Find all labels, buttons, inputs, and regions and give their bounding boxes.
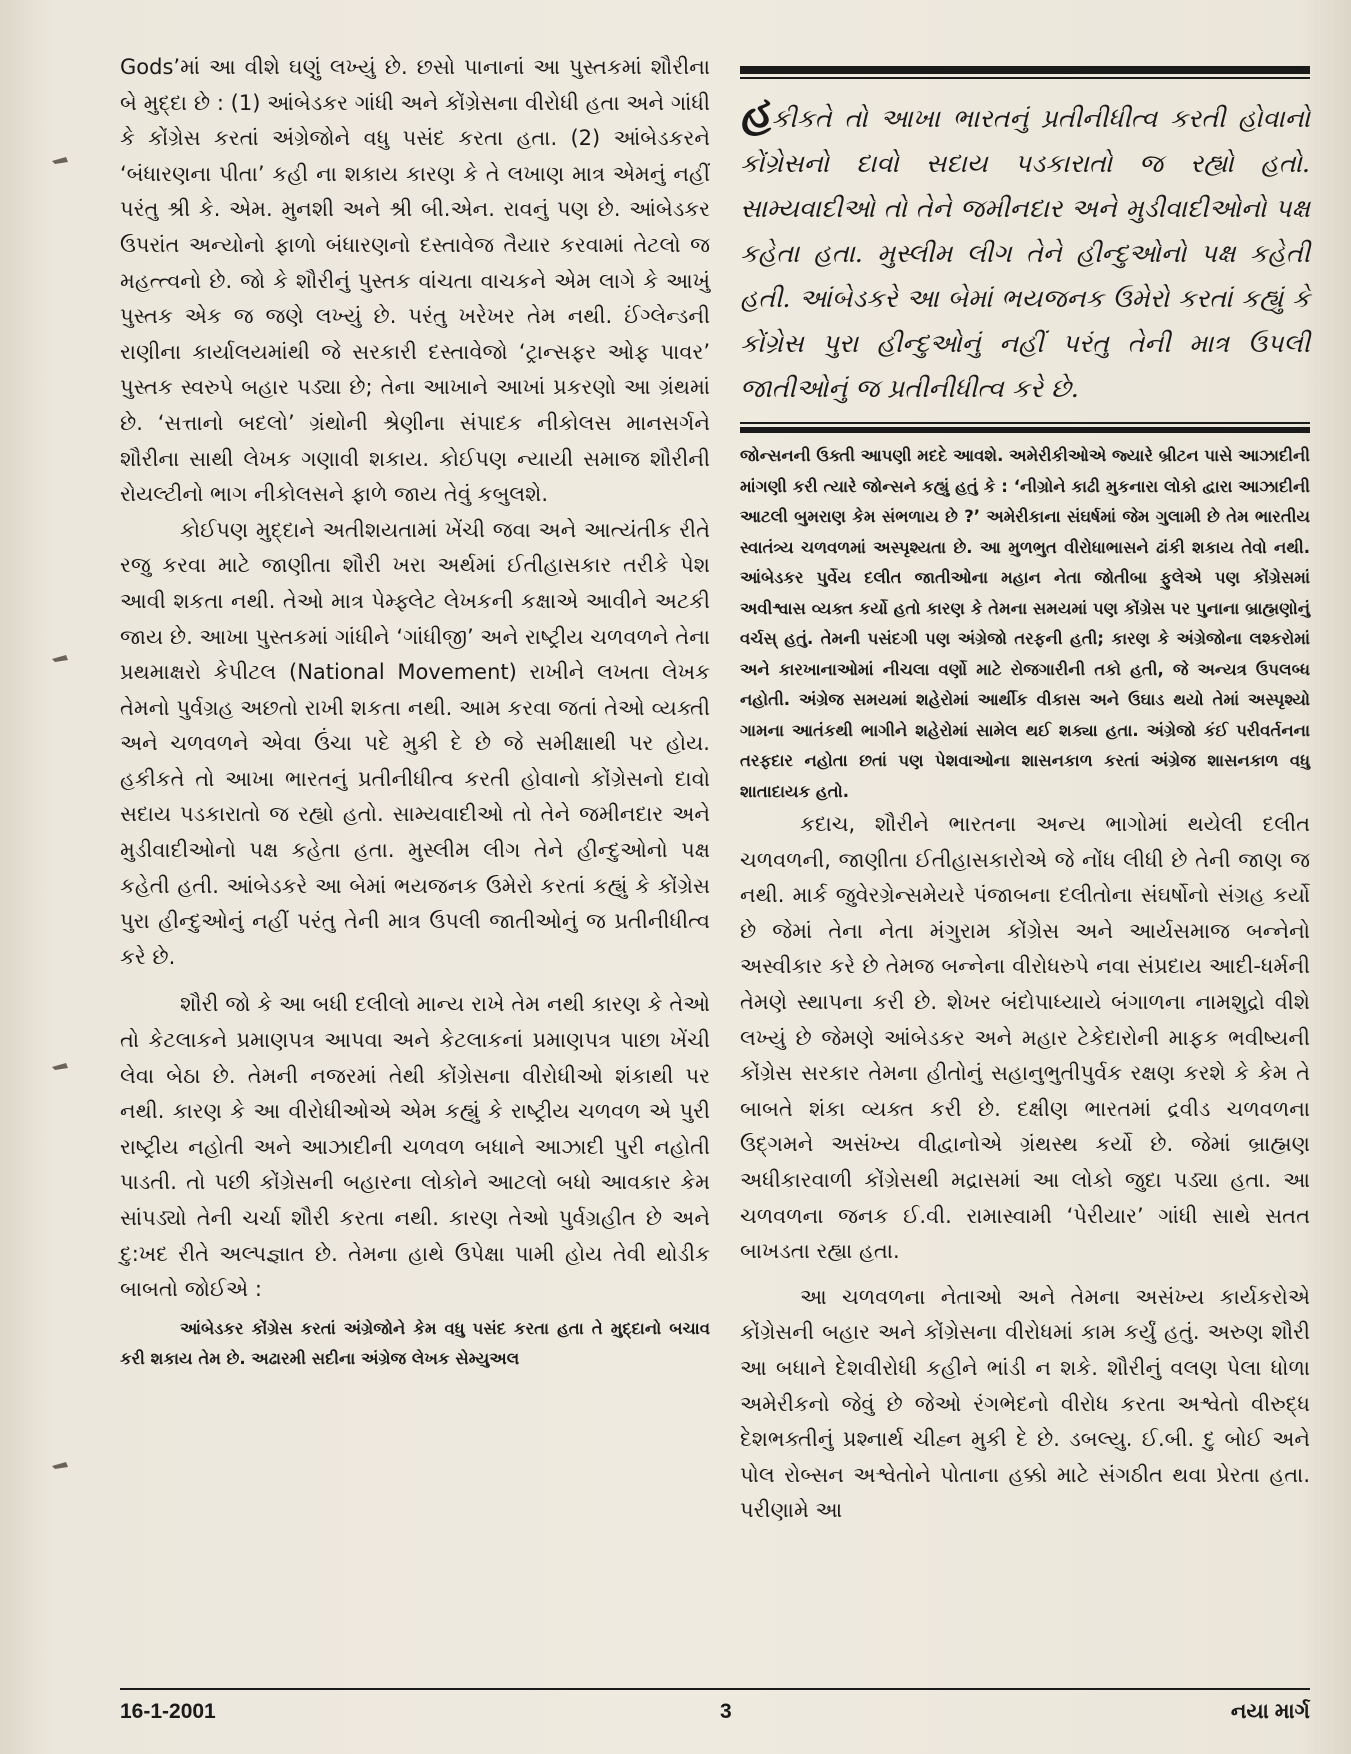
pull-quote bbox=[740, 87, 1310, 412]
quote-paragraph: જોન્સનની ઉક્તી આપણી મદદે આવશે. અમેરીકીઓએ જ્યારે બ્રીટન પાસે આઝાદીની માંગણી કરી ત્યારે જોન્સને કહ્યું હતું કે : ‘નીગ્રોને કાઢી મુકનારા લોકો દ્વારા આઝાદીની આટલી બુમરાણ કેમ સંભળાય છે ?’ અમેરીકાના સંઘર્ષમાં જેમ ગુલામી છે તેમ ભારતીય સ્વાતંત્ર્ય ચળવળમાં અસ્પૃશ્યતા છે. આ મુળભુત વીરોધાભાસને ઢાંકી શકાય તેવો નથી. આંબેડકર પુર્વેય દલીત જાતીઓના મહાન નેતા જોતીબા ફુલેએ પણ કોંગ્રેસમાં અવીશ્વાસ વ્યક્ત કર્યો હતો કારણ કે તેમના સમયમાં પણ કોંગ્રેસ પર પુનાના બ્રાહ્મણોનું વર્ચસ્ હતું. તેમની પસંદગી પણ અંગ્રેજો તરફની હતી; કારણ કે અંગ્રેજોના લશ્કરોમાં અને કારખાનાઓમાં નીચલા વર્ણો માટે રોજગારીની તકો હતી, જે અન્યત્ર ઉપલબ્ધ નહોતી. અંગ્રેજ સમયમાં શહેરોમાં આર્થીક વીકાસ અને ઉઘાડ થયો તેમાં અસ્પૃશ્યો ગામના આતંકથી ભાગીને શહેરોમાં સામેલ થઈ શક્યા હતા. અંગ્રેજો કંઈ પરીવર્તનના તરફદાર નહોતા છતાં પણ પેશવાઓના શાસનકાળ કરતાં અંગ્રેજ શાસનકાળ વધુ શાતાદાયક હતો. bbox=[740, 446, 1310, 801]
magazine-name: નયા માર્ગ bbox=[1230, 1700, 1310, 1723]
pull-quote-rule bbox=[740, 66, 1310, 74]
margin-mark bbox=[52, 1455, 68, 1465]
issue-date: 16-1-2001 bbox=[120, 1700, 216, 1723]
margin-mark bbox=[52, 150, 68, 160]
left-column bbox=[120, 50, 710, 1375]
quote-paragraph: આંબેડકર કોંગ્રેસ કરતાં અંગ્રેજોને કેમ વધુ પસંદ કરતા હતા તે મુદ્દાનો બચાવ કરી શકાય તેમ છે. અઢારમી સદીના અંગ્રેજ લેખક સેમ્યુઅલ bbox=[120, 1318, 710, 1369]
page-footer bbox=[120, 1688, 1310, 1723]
margin-mark bbox=[52, 648, 68, 658]
article-paragraph: આ ચળવળના નેતાઓ અને તેમના અસંખ્ય કાર્યકરોએ કોંગ્રેસની બહાર અને કોંગ્રેસના વીરોધમાં કામ કર્યું હતું. અરુણ શૌરી આ બધાને દેશવીરોધી કહીને ભાંડી ન શકે. શૌરીનું વલણ પેલા ધોળા અમેરીકનો જેવું છે જેઓ રંગભેદનો વીરોધ કરતા અશ્વેતો વીરુદ્ધ દેશભક્તીનું પ્રશ્નાર્થ ચીહ્ન મુકી દે છે. ડબલ્યુ. ઈ.બી. દુ બોઈ અને પોલ રોબ્સન અશ્વેતોને પોતાના હક્કો માટે સંગઠીત થવા પ્રેરતા હતા. પરીણામે આ bbox=[740, 1284, 1310, 1523]
pull-quote-dropcap: હ bbox=[740, 87, 772, 138]
right-column bbox=[740, 50, 1310, 1529]
article-paragraph: કોઈપણ મુદ્દાને અતીશયતામાં ખેંચી જવા અને આત્યંતીક રીતે રજુ કરવા માટે જાણીતા શૌરી ખરા અર્થમાં ઈતીહાસકાર તરીકે પેશ આવી શકતા નથી. તેઓ માત્ર પેમ્ફ્લેટ લેખકની કક્ષાએ આવીને અટકી જાય છે. આખા પુસ્તકમાં ગાંધીને ‘ગાંધીજી’ અને રાષ્ટ્રીય ચળવળને તેના પ્રથમાક્ષરો કેપીટલ (National Movement) રાખીને લખતા લેખક તેમનો પુર્વગ્રહ અછતો રાખી શકતા નથી. આમ કરવા જતાં તેઓ વ્યક્તી અને ચળવળને એવા ઉંચા પદે મુકી દે છે જે સમીક્ષાથી પર હોય. હકીકતે તો આખા ભારતનું પ્રતીનીધીત્વ કરતી હોવાનો કોંગ્રેસનો દાવો સદાય પડકારાતો જ રહ્યો હતો. સામ્યવાદીઓ તો તેને જમીનદાર અને મુડીવાદીઓનો પક્ષ કહેતા હતા. મુસ્લીમ લીગ તેને હીન્દુઓનો પક્ષ કહેતી હતી. આંબેડકરે આ બેમાં ભયજનક ઉમેરો કરતાં કહ્યું કે કોંગ્રેસ પુરા હીન્દુઓનું નહીં પરંતુ તેની માત્ર ઉપલી જાતીઓનું જ પ્રતીનીધીત્વ કરે છે. bbox=[120, 517, 710, 969]
pull-quote-text: કીકતે તો આખા ભારતનું પ્રતીનીધીત્વ કરતી હોવાનો કોંગ્રેસનો દાવો સદાય પડકારાતો જ રહ્યો હતો. સામ્યવાદીઓ તો તેને જમીનદાર અને મુડીવાદીઓનો પક્ષ કહેતા હતા. મુસ્લીમ લીગ તેને હીન્દુઓનો પક્ષ કહેતી હતી. આંબેડકરે આ બેમાં ભયજનક ઉમેરો કરતાં કહ્યું કે કોંગ્રેસ પુરા હીન્દુઓનું નહીં પરંતુ તેની માત્ર ઉપલી જાતીઓનું જ પ્રતીનીધીત્વ કરે છે. bbox=[740, 104, 1310, 404]
article-paragraph: કદાચ, શૌરીને ભારતના અન્ય ભાગોમાં થયેલી દલીત ચળવળની, જાણીતા ઈતીહાસકારોએ જે નોંધ લીધી છે તેની જાણ જ નથી. માર્ક જુવેરગ્રેન્સમેયરે પંજાબના દલીતોના સંઘર્ષોનો સંગ્રહ કર્યો છે જેમાં તેના નેતા મંગુરામ કોંગ્રેસ અને આર્યસમાજ બન્નેનો અસ્વીકાર કરે છે તેમજ બન્નેના વીરોધરુપે નવા સંપ્રદાય આદી-ધર્મની તેમણે સ્થાપના કરી છે. શેખર બંદોપાધ્યાયે બંગાળના નામશુદ્રો વીશે લખ્યું છે જેમણે આંબેડકર અને મહાર ટેકેદારોની માફક ભવીષ્યની કોંગ્રેસ સરકાર તેમના હીતોનું સહાનુભુતીપુર્વક રક્ષણ કરશે કે કેમ તે બાબતે શંકા વ્યક્ત કરી છે. દક્ષીણ ભારતમાં દ્રવીડ ચળવળના ઉદ્ગમને અસંખ્ય વીદ્વાનોએ ગ્રંથસ્થ કર્યો છે. જેમાં બ્રાહ્મણ અધીકારવાળી કોંગ્રેસથી મદ્રાસમાં આ લોકો જુદા પડ્યા હતા. આ ચળવળના જનક ઈ.વી. રામાસ્વામી ‘પેરીયાર’ ગાંધી સાથે સતત બાખડતા રહ્યા હતા. bbox=[740, 812, 1310, 1264]
page-number: 3 bbox=[720, 1700, 732, 1723]
pull-quote-rule bbox=[740, 77, 1310, 79]
pull-quote-rule bbox=[740, 422, 1310, 424]
margin-mark bbox=[52, 1056, 68, 1066]
article-paragraph: Gods’માં આ વીશે ઘણું લખ્યું છે. છસો પાનાનાં આ પુસ્તકમાં શૌરીના બે મુદ્દા છે : (1) આંબેડકર ગાંધી અને કોંગ્રેસના વીરોધી હતા અને ગાંધી કે કોંગ્રેસ કરતાં અંગ્રેજોને વધુ પસંદ કરતા હતા. (2) આંબેડકરને ‘બંધારણના પીતા’ કહી ના શકાય કારણ કે તે લખાણ માત્ર એમનું નહીં પરંતુ શ્રી કે. એમ. મુનશી અને શ્રી બી.એન. રાવનું પણ છે. આંબેડકર ઉપરાંત અન્યોનો ફાળો બંધારણનો દસ્તાવેજ તૈયાર કરવામાં તેટલો જ મહત્ત્વનો છે. જો કે શૌરીનું પુસ્તક વાંચતા વાચકને એમ લાગે કે આખું પુસ્તક એક જ જણે લખ્યું છે. પરંતુ ખરેખર તેમ નથી. ઈંગ્લેન્ડની રાણીના કાર્યાલયમાંથી જે સરકારી દસ્તાવેજો ‘ટ્રાન્સફર ઓફ પાવર’ પુસ્તક સ્વરુપે બહાર પડ્યા છે; તેના આખાને આખાં પ્રકરણો આ ગ્રંથમાં છે. ‘સત્તાનો બદલો’ ગ્રંથોની શ્રેણીના સંપાદક નીકોલસ માનસર્ગને શૌરીના સાથી લેખક ગણાવી શકાય. કોઈપણ ન્યાયી સમાજ શૌરીની રોયલ્ટીનો ભાગ નીકોલસને ફાળે જાય તેવું કબુલશે. bbox=[120, 55, 710, 507]
article-paragraph: શૌરી જો કે આ બધી દલીલો માન્ય રાખે તેમ નથી કારણ કે તેઓ તો કેટલાકને પ્રમાણપત્ર આપવા અને કેટલાકનાં પ્રમાણપત્ર પાછા ખેંચી લેવા બેઠા છે. તેમની નજરમાં તેથી કોંગ્રેસના વીરોધીઓ શંકાથી પર નથી. કારણ કે આ વીરોધીઓએ એમ કહ્યું કે રાષ્ટ્રીય ચળવળ એ પુરી રાષ્ટ્રીય નહોતી અને આઝાદીની ચળવળ બધાને આઝાદી પુરી નહોતી પાડતી. તો પછી કોંગ્રેસની બહારના લોકોને આટલો બધો આવકાર કેમ સાંપડ્યો તેની ચર્ચા શૌરી કરતા નથી. કારણ તેઓ પુર્વગ્રહીત છે અને દુ:ખદ રીતે અલ્પજ્ઞાત છે. તેમના હાથે ઉપેક્ષા પામી હોય તેવી થોડીક બાબતો જોઈએ : bbox=[120, 992, 710, 1302]
pull-quote-rule bbox=[740, 427, 1310, 433]
